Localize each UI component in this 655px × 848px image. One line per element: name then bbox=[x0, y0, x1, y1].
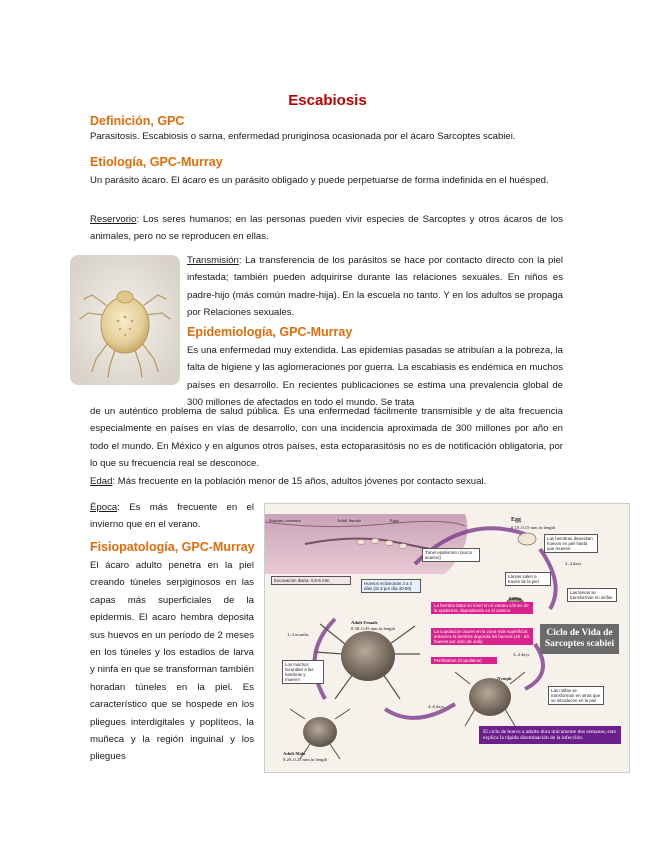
box-excavation: Excavación diaria: 0,5-5 mm bbox=[271, 576, 351, 585]
box-huevos: Huevos eclosionan 3 a 4 días (Si 3 por día 40-50) bbox=[361, 579, 421, 593]
box-larvas-ninfas: Las larvas se transforman en ninfas bbox=[567, 588, 617, 602]
box-hembras: Las hembras depositan huevos en piel hasta que mueren bbox=[544, 534, 598, 553]
fisiopatologia-text: El ácaro adulto penetra en la piel creando túneles serpiginosos en las capas más superficiales de la epidermis. El acaro hembra deposita sus huevos en un período de 2 meses en los túneles y los estadios de larva y ninfa en que se transforman también horadan túneles en la piel. Es característico que se hospede en los pliegues interdigitales y poplíteos, la muñeca y la región inguinal y los pliegues bbox=[90, 560, 254, 763]
label-1-3-months: 1–3 months bbox=[287, 632, 309, 637]
label-adult-male: Adult Male bbox=[283, 751, 306, 756]
heading-epidemiologia: Epidemiología, GPC-Murray bbox=[187, 325, 353, 339]
label-adult-male-size: 0.20–0.25 mm in length bbox=[283, 757, 328, 762]
edad-text: : Más frecuente en la población menor de 15 años, adultos jóvenes por contacto sexual. bbox=[112, 476, 487, 487]
pink-box-copulation: La copulación ocurre en la zona más superficial; entonces la hembra deposita los huevos (40 - 50 huevos por ciclo de vida) bbox=[431, 628, 533, 645]
pink-box-fertilization: Fertilization (Copulation) bbox=[431, 657, 497, 664]
edad-label: Edad bbox=[90, 476, 113, 487]
box-tunnel: Túnel epidérmico (surco acarino) bbox=[422, 548, 480, 562]
heading-fisiopatologia: Fisiopatología, GPC-Murray bbox=[90, 540, 255, 554]
transmision-label: Transmisión bbox=[187, 255, 239, 266]
label-larva: Larva bbox=[509, 596, 521, 601]
purple-note-cycle-duration: El ciclo de huevo a adulto dura únicamente dos semanas, esto explica la rápida diseminación de la infección. bbox=[479, 726, 621, 744]
label-2-4-days: 2–4 days bbox=[565, 561, 582, 566]
epidemiologia-text-2: de un auténtico problema de salud pública. Es una enfermedad fácilmente transmisible y de alta frecuencia especialmente en países en vías de desarrollo, con una incidencia aproximada de 300 millones por año en todo el mundo. En México y en algunos otros países, esta ectoparasitósis no es de notificación obligatoria, por lo que su frecuencia real se desconoce. bbox=[90, 406, 563, 470]
epidemiologia-text-1: Es una enfermedad muy extendida. Las epidemias pasadas se atribuían a la pobreza, la falta de higiene y las aglomeraciones por guerra. La escabiasis es endémica en muchos países en desarrollo. En recientes publicaciones se estima una prevalencia global de 300 millones de afectados en todo el mundo. Se trata bbox=[187, 345, 563, 409]
transmision-paragraph bbox=[187, 252, 563, 322]
box-larvas-salen: Larvas salen a través de la piel bbox=[505, 572, 551, 586]
epoca-label: Época bbox=[90, 502, 118, 513]
label-egg: Egg bbox=[511, 517, 522, 523]
epoca-text: : Es más frecuente en el invierno que en el verano. bbox=[90, 502, 254, 531]
label-adult-female-size: 0.30–0.45 mm in length bbox=[351, 626, 396, 631]
box-machos: Los machos fecundan a las hembras y mueren bbox=[282, 660, 324, 684]
life-cycle-diagram bbox=[264, 503, 630, 773]
etiologia-text: Un parásito ácaro. El ácaro es un parásito obligado y puede perpetuarse de forma indefinida en el huésped. bbox=[90, 175, 549, 186]
heading-etiologia: Etiología, GPC-Murray bbox=[90, 155, 223, 169]
edad-paragraph bbox=[90, 473, 563, 490]
epoca-paragraph bbox=[90, 499, 254, 534]
reservorio-label: Reservorio bbox=[90, 214, 137, 225]
transmision-text: : La transferencia de los parásitos se hace por contacto directo con la piel infestada; también pueden adquirirse durante las relaciones sexuales. En niños es padre-hijo (más común madre-hija). En la escuela no tanto. Y en los adultos se propaga por Relaciones sexuales. bbox=[187, 255, 563, 319]
heading-definicion: Definición, GPC bbox=[90, 114, 185, 128]
label-egg-size: 0.10–0.15 mm in length bbox=[511, 525, 556, 530]
label-adult-female: Adult Female bbox=[351, 620, 378, 625]
document-title: Escabiosis bbox=[288, 92, 367, 109]
label-3-4-days: 3–4 days bbox=[513, 652, 530, 657]
cycle-central-title: Ciclo de Vida de Sarcoptes scabiei bbox=[540, 624, 619, 654]
mite-photo bbox=[70, 255, 180, 385]
reservorio-text: : Los seres humanos; en las personas pueden vivir especies de Sarcoptes y otros ácaros de los animales, pero no se reproducen en ellas. bbox=[90, 214, 563, 243]
definicion-text: Parasitosis. Escabiosis o sarna, enfermedad pruriginosa ocasionada por el ácaro Sarcoptes scabiei. bbox=[90, 131, 516, 142]
pink-box-tunnel: La hembra labra su túnel en el estrato córneo de la epidermis, depositando en el camino bbox=[431, 602, 533, 614]
label-adult-female-top: Adult female bbox=[337, 518, 362, 523]
reservorio-paragraph bbox=[90, 211, 563, 246]
label-nymph: Nymph bbox=[497, 676, 512, 681]
label-eggs: Eggs bbox=[390, 518, 400, 523]
label-4-6-days: 4–6 days bbox=[428, 704, 445, 709]
box-ninfas: Las ninfas se transforman en otras que se introducen en la piel bbox=[548, 686, 604, 705]
label-stratum: Stratum corneum bbox=[269, 518, 301, 523]
